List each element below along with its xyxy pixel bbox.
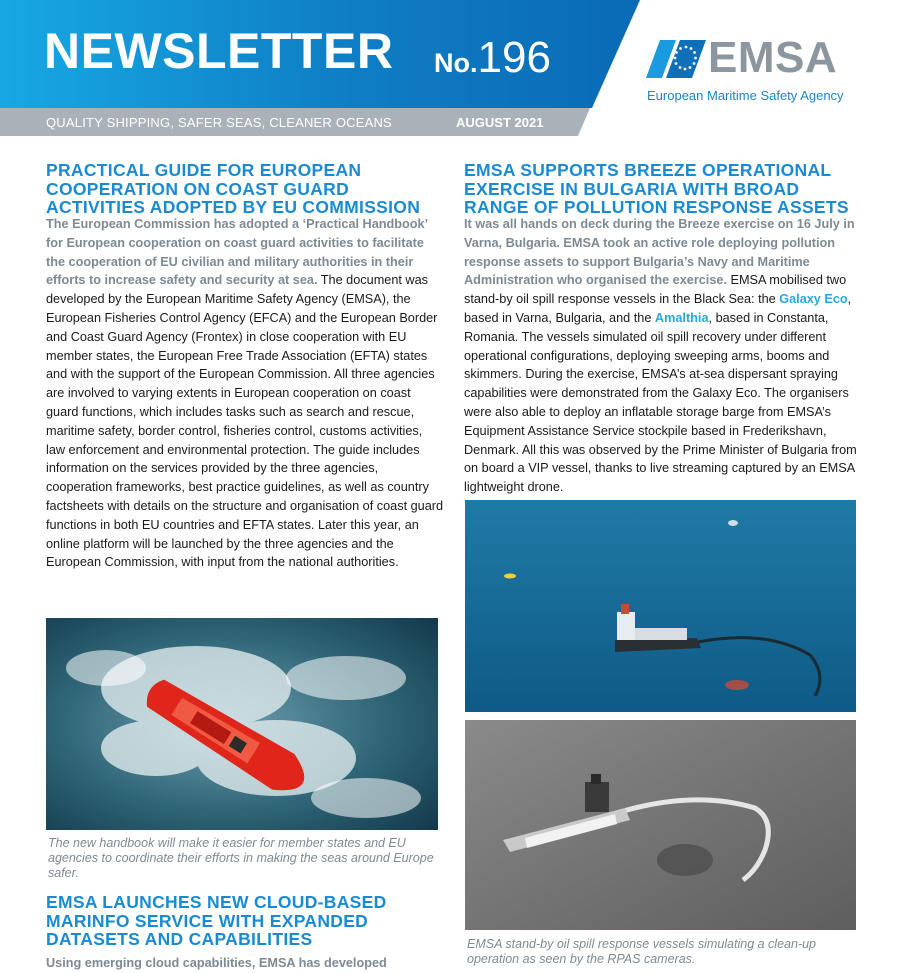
- article2-body: [46, 954, 444, 973]
- article1-lead: The European Commission has adopted a ‘Practical Handbook’ for European cooperation on coast guard activities to facilitate the cooperation of EU civilian and military authorities in their efforts to increase safety and security at sea.: [46, 217, 428, 288]
- article3-caption: EMSA stand-by oil spill response vessels simulating a clean-up operation as seen by the RPAS cameras.: [467, 937, 817, 966]
- newsletter-title: NEWSLETTER: [44, 23, 394, 79]
- coast-guard-boat-photo: [46, 618, 438, 830]
- rpas-camera-photo: [465, 720, 856, 930]
- article1-caption: The new handbook will make it easier for member states and EU agencies to coordinate their efforts in making the seas around Europe safer.: [48, 836, 434, 880]
- tagline: QUALITY SHIPPING, SAFER SEAS, CLEANER OCEANS: [46, 115, 392, 130]
- article1-body: [46, 215, 444, 572]
- article3-text-2: , based in Varna, Bulgaria, and the: [464, 292, 852, 325]
- article2-lead: Using emerging cloud capabilities, EMSA has developed: [46, 956, 387, 970]
- article3-headline[interactable]: EMSA SUPPORTS BREEZE OPERATIONAL EXERCISE IN BULGARIA WITH BROAD RANGE OF POLLUTION RESPONSE ASSETS: [464, 160, 849, 217]
- issue-number: [434, 33, 551, 82]
- article1-headline[interactable]: PRACTICAL GUIDE FOR EUROPEAN COOPERATION ON COAST GUARD ACTIVITIES ADOPTED BY EU COMMISSION: [46, 160, 421, 217]
- emsa-logo-text: EMSA: [708, 33, 838, 82]
- vessel-exercise-photo: [465, 500, 856, 712]
- article3-text-1: EMSA mobilised two stand-by oil spill response vessels in the Black Sea: the: [464, 273, 847, 307]
- article1-text: The document was developed by the European Maritime Safety Agency (EMSA), the European Fisheries Control Agency (EFCA) and the European Border and Coast Guard Agency (Frontex) in close cooperation with EU member states, the European Free Trade Association (EFTA) states and with the support of the European Commission. All three agencies are involved to varying extents in European cooperation on coast guard functions, which includes tasks such as search and rescue, maritime safety, border control, fisheries control, customs activities, law enforcement and environmental protection. The guide includes information on the services provided by the three agencies, cooperation frameworks, best practice guidelines, as well as country factsheets with details on the structure and organisation of coast guard functions in both EU countries and EFTA states. Later this year, an online platform will be launched by the three agencies and the European Commission, with input from the national authorities.: [46, 273, 444, 570]
- article3-body: [464, 215, 858, 497]
- emsa-logo-icon: [646, 40, 706, 78]
- vessel-amalthia-link[interactable]: Amalthia: [654, 310, 709, 325]
- article3-lead: It was all hands on deck during the Breeze exercise on 16 July in Varna, Bulgaria. EMSA took an active role deploying pollution response assets to support Bulgaria’s Navy and Maritime Administration who organised the exercise.: [464, 217, 855, 288]
- agency-name: European Maritime Safety Agency: [647, 88, 844, 103]
- issue-date: AUGUST 2021: [456, 115, 544, 130]
- article3-text-3: , based in Constanta, Romania. The vessels simulated oil spill recovery under different operational configurations, deploying sweeping arms, booms and skimmers. During the exercise, EMSA’s at-sea dispersant spraying capabilities were demonstrated from the Galaxy Eco. The organisers were also able to deploy an inflatable storage barge from EMSA’s Equipment Assistance Service stockpile based in Frederikshavn, Denmark. All this was observed by the Prime Minister of Bulgaria from on board a VIP vessel, thanks to live streaming captured by an EMSA lightweight drone.: [464, 310, 857, 495]
- issue-prefix: No.: [434, 48, 478, 78]
- issue-value: 196: [477, 33, 551, 82]
- article2-headline[interactable]: EMSA LAUNCHES NEW CLOUD-BASED MARINFO SERVICE WITH EXPANDED DATASETS AND CAPABILITIES: [46, 892, 387, 949]
- vessel-galaxy-eco-link[interactable]: Galaxy Eco: [779, 292, 848, 307]
